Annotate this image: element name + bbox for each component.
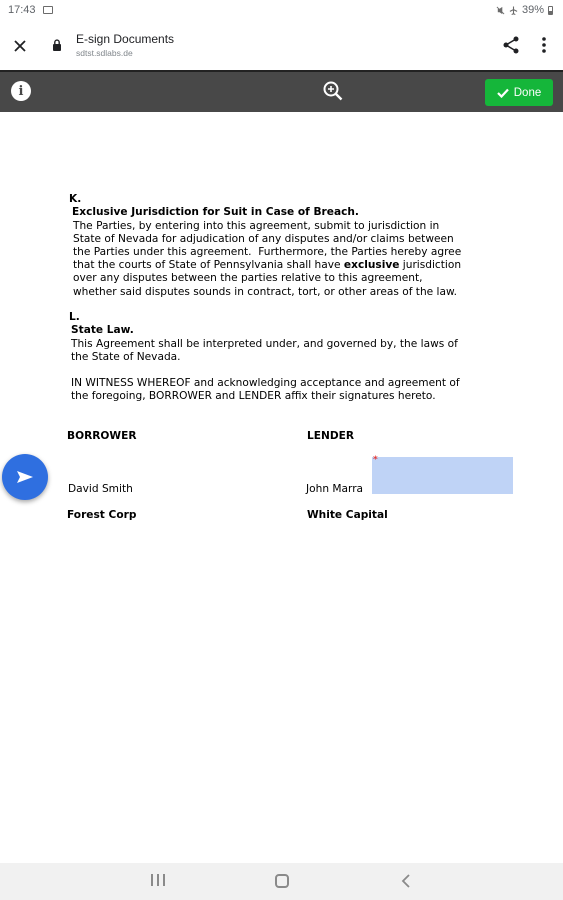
borrower-company: Forest Corp xyxy=(67,509,137,521)
close-icon xyxy=(13,39,27,53)
section-k-line: whether said disputes sounds in contract, tort, or other areas of the law. xyxy=(73,285,458,298)
browser-toolbar xyxy=(0,22,563,70)
send-arrow-icon xyxy=(16,470,34,484)
battery-icon xyxy=(548,6,553,15)
mute-icon xyxy=(496,6,505,15)
witness-line: IN WITNESS WHEREOF and acknowledging acceptance and agreement of xyxy=(71,377,460,389)
page-title: E-sign Documents xyxy=(76,32,175,46)
lender-signature-field[interactable] xyxy=(372,457,513,494)
status-bar xyxy=(0,0,563,22)
section-k-letter: K. xyxy=(69,193,82,205)
recents-button[interactable] xyxy=(151,874,165,888)
more-options-icon[interactable] xyxy=(534,34,554,56)
document-toolbar xyxy=(0,70,563,112)
exclusive-emphasis: exclusive xyxy=(343,259,400,272)
section-k-line xyxy=(73,259,461,272)
section-l-heading: State Law. xyxy=(71,324,134,336)
required-field-marker: * xyxy=(373,455,378,465)
system-navigation-bar xyxy=(0,863,563,900)
section-l-line: This Agreement shall be interpreted under, and governed by, the laws of xyxy=(71,337,458,350)
recents-icon xyxy=(151,874,153,886)
section-l-line: the State of Nevada. xyxy=(71,350,181,363)
section-k-line: over any disputes between the parties relative to this agreement, xyxy=(73,272,423,285)
gallery-notification-icon xyxy=(43,6,53,14)
checkmark-icon xyxy=(497,88,509,98)
borrower-name: David Smith xyxy=(68,483,133,495)
witness-line: the foregoing, BORROWER and LENDER affix their signatures hereto. xyxy=(71,390,436,403)
borrower-label: BORROWER xyxy=(67,430,137,442)
section-k-line: State of Nevada for adjudication of any disputes and/or claims between xyxy=(73,232,454,245)
section-k-text: that the courts of State of Pennsylvania shall have xyxy=(73,259,344,272)
done-label: Done xyxy=(513,86,542,99)
lender-name: John Marra xyxy=(306,483,364,495)
info-icon: i xyxy=(18,83,24,99)
battery-percent: 39% xyxy=(521,4,544,16)
airplane-mode-icon xyxy=(509,6,518,15)
share-icon[interactable] xyxy=(500,34,522,56)
next-field-button[interactable] xyxy=(2,454,48,500)
status-indicators xyxy=(496,4,553,16)
section-k-line: The Parties, by entering into this agreement, submit to jurisdiction in xyxy=(73,219,440,232)
section-k-line: the Parties under this agreement. Furthermore, the Parties hereby agree xyxy=(73,245,462,258)
lender-label: LENDER xyxy=(307,430,355,442)
status-time: 17:43 xyxy=(8,4,36,16)
close-tab-button[interactable] xyxy=(8,34,32,58)
section-k-heading: Exclusive Jurisdiction for Suit in Case of Breach. xyxy=(72,206,359,218)
lender-company: White Capital xyxy=(307,509,388,521)
lock-icon xyxy=(51,38,63,52)
home-button[interactable] xyxy=(275,874,289,888)
page-url[interactable]: sdtst.sdlabs.de xyxy=(76,48,133,58)
section-l-letter: L. xyxy=(69,311,80,323)
info-button[interactable] xyxy=(11,81,31,101)
zoom-in-icon[interactable] xyxy=(322,80,344,102)
back-icon[interactable] xyxy=(399,873,413,889)
done-button[interactable] xyxy=(485,79,553,106)
section-k-text: jurisdiction xyxy=(399,259,462,272)
